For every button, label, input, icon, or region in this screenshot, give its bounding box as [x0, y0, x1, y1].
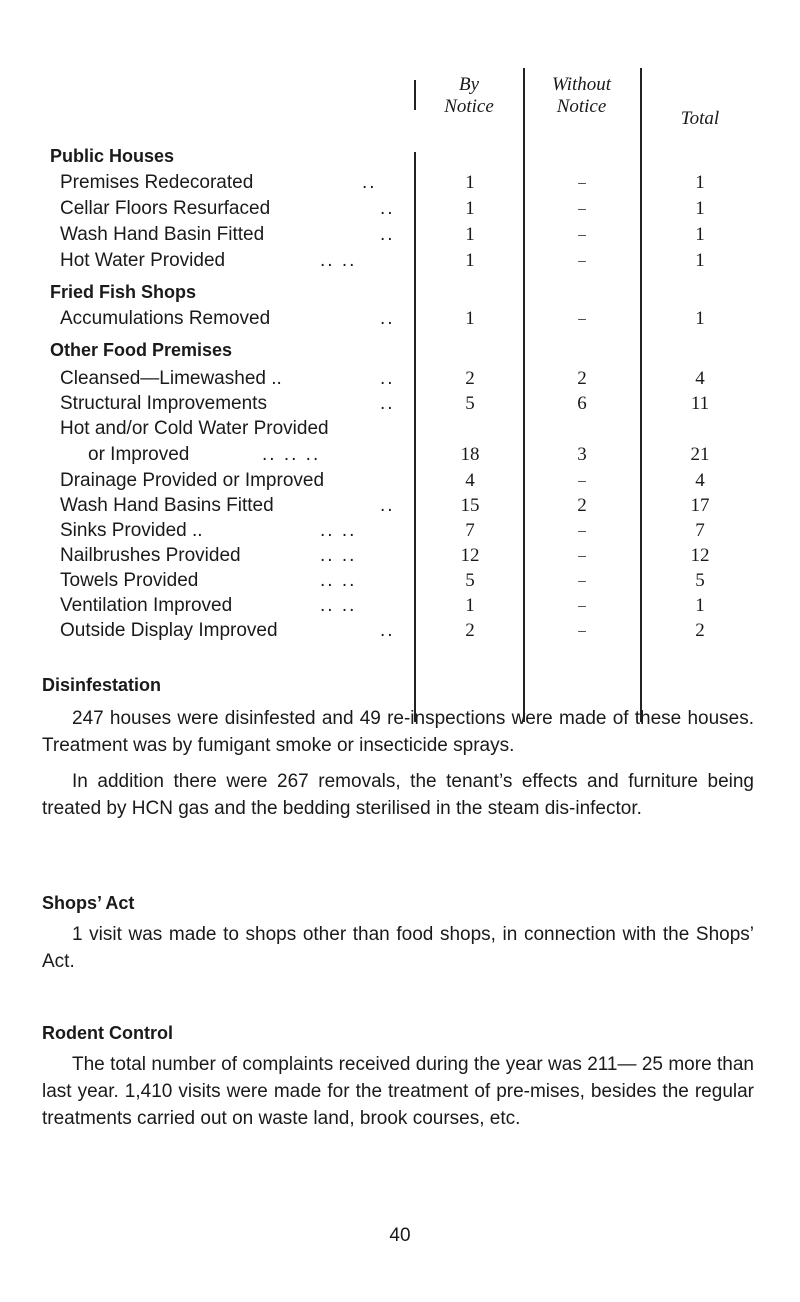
cell-without-notice: 2 — [577, 495, 587, 516]
row-label: Nailbrushes Provided — [60, 545, 241, 566]
cell-without-notice: – — [578, 547, 586, 563]
row-label-continuation: or Improved — [88, 444, 190, 465]
row-leader-dots: .. .. — [320, 595, 357, 616]
cell-without-notice: – — [578, 622, 586, 638]
row-leader-dots: .. .. — [320, 545, 357, 566]
cell-without-notice: 3 — [577, 444, 587, 465]
row-leader-dots: .. .. — [320, 570, 357, 591]
paragraph-text: In addition there were 267 removals, the tenant’s effects and furniture being treated by HCN gas and the bedding sterilised in the steam dis-infector. — [42, 771, 754, 819]
cell-by-notice: 1 — [465, 595, 475, 616]
row-label: Hot Water Provided — [60, 250, 226, 271]
section-title: Other Food Premises — [50, 340, 233, 360]
column-header-total — [640, 108, 760, 130]
paragraph — [42, 1051, 754, 1132]
paragraph — [42, 921, 754, 975]
cell-by-notice: 1 — [465, 172, 475, 193]
section-heading-disinfestation: Disinfestation — [42, 675, 162, 695]
row-label: Sinks Provided .. — [60, 520, 203, 541]
cell-total: 17 — [690, 495, 710, 516]
cell-by-notice: 1 — [465, 250, 475, 271]
column-header-without-notice — [523, 74, 640, 118]
section-title: Public Houses — [50, 146, 175, 166]
row-leader-dots: .. .. — [320, 520, 357, 541]
row-label: Premises Redecorated — [60, 172, 254, 193]
row-leader-dots: .. — [380, 393, 395, 414]
cell-total: 1 — [695, 308, 705, 329]
cell-by-notice: 1 — [465, 224, 475, 245]
cell-without-notice: – — [578, 310, 586, 326]
row-leader-dots: .. — [380, 224, 395, 245]
column-rule — [640, 68, 642, 722]
cell-total: 2 — [695, 620, 705, 641]
cell-without-notice: – — [578, 572, 586, 588]
row-label: Towels Provided — [60, 570, 199, 591]
row-leader-dots: .. .. — [320, 250, 357, 271]
cell-without-notice: – — [578, 174, 586, 190]
row-label: Wash Hand Basins Fitted — [60, 495, 274, 516]
row-leader-dots: .. — [380, 198, 395, 219]
row-label: Structural Improvements — [60, 393, 267, 414]
column-rule — [414, 152, 416, 722]
cell-total: 1 — [695, 224, 705, 245]
row-leader-dots: .. — [380, 308, 395, 329]
cell-by-notice: 1 — [465, 198, 475, 219]
cell-total: 1 — [695, 595, 705, 616]
cell-total: 7 — [695, 520, 705, 541]
row-label: Hot and/or Cold Water Provided — [60, 418, 329, 439]
paragraph-text: The total number of complaints received during the year was 211— 25 more than last year. 1,410 visits were made for the treatment of pre-mises, besides the regular treatments carried out on waste land, brook courses, etc. — [42, 1054, 754, 1129]
section-heading-rodent-control: Rodent Control — [42, 1023, 173, 1043]
cell-without-notice: 2 — [577, 368, 587, 389]
cell-without-notice: – — [578, 597, 586, 613]
cell-without-notice: – — [578, 522, 586, 538]
cell-total: 11 — [690, 393, 710, 414]
row-label: Cleansed—Limewashed .. — [60, 368, 282, 389]
row-leader-dots: .. — [362, 172, 377, 193]
paragraph-text: 247 houses were disinfested and 49 re-inspections were made of these houses. Treatment was by fumigant smoke or insecticide sprays. — [42, 708, 754, 756]
cell-total: 4 — [695, 368, 705, 389]
header-line: Without — [551, 74, 612, 95]
cell-by-notice: 5 — [465, 570, 475, 591]
row-leader-dots: .. — [380, 620, 395, 641]
cell-by-notice: 1 — [465, 308, 475, 329]
row-label: Outside Display Improved — [60, 620, 278, 641]
cell-by-notice: 18 — [460, 444, 480, 465]
page-number: 40 — [389, 1225, 411, 1246]
header-line: Notice — [556, 96, 607, 117]
cell-total: 5 — [695, 570, 705, 591]
cell-without-notice: – — [578, 226, 586, 242]
cell-total: 1 — [695, 172, 705, 193]
header-line: Notice — [444, 96, 494, 117]
cell-total: 1 — [695, 198, 705, 219]
header-line: Total — [680, 108, 720, 129]
row-label: Ventilation Improved — [60, 595, 233, 616]
section-heading-shops-act: Shops’ Act — [42, 893, 135, 913]
column-rule — [523, 68, 525, 722]
paragraph — [42, 705, 754, 759]
cell-without-notice: – — [578, 252, 586, 268]
cell-by-notice: 2 — [465, 620, 475, 641]
paragraph — [42, 768, 754, 822]
cell-without-notice: 6 — [577, 393, 587, 414]
cell-by-notice: 2 — [465, 368, 475, 389]
cell-by-notice: 15 — [460, 495, 480, 516]
cell-by-notice: 12 — [460, 545, 480, 566]
row-label: Cellar Floors Resurfaced — [60, 198, 271, 219]
row-label: Drainage Provided or Improved — [60, 470, 325, 491]
cell-without-notice: – — [578, 472, 586, 488]
cell-total: 4 — [695, 470, 705, 491]
header-line: By — [458, 74, 480, 95]
cell-total: 1 — [695, 250, 705, 271]
row-leader-dots: .. — [380, 495, 395, 516]
row-leader-dots: .. .. .. — [262, 444, 321, 465]
row-label: Accumulations Removed — [60, 308, 271, 329]
column-header-by-notice — [415, 74, 523, 118]
paragraph-text: 1 visit was made to shops other than food shops, in connection with the Shops’ Act. — [42, 924, 754, 972]
cell-by-notice: 7 — [465, 520, 475, 541]
cell-without-notice: – — [578, 200, 586, 216]
section-title: Fried Fish Shops — [50, 282, 197, 302]
cell-total: 21 — [690, 444, 710, 465]
cell-by-notice: 4 — [465, 470, 475, 491]
cell-by-notice: 5 — [465, 393, 475, 414]
row-label: Wash Hand Basin Fitted — [60, 224, 265, 245]
row-leader-dots: .. — [380, 368, 395, 389]
cell-total: 12 — [690, 545, 710, 566]
